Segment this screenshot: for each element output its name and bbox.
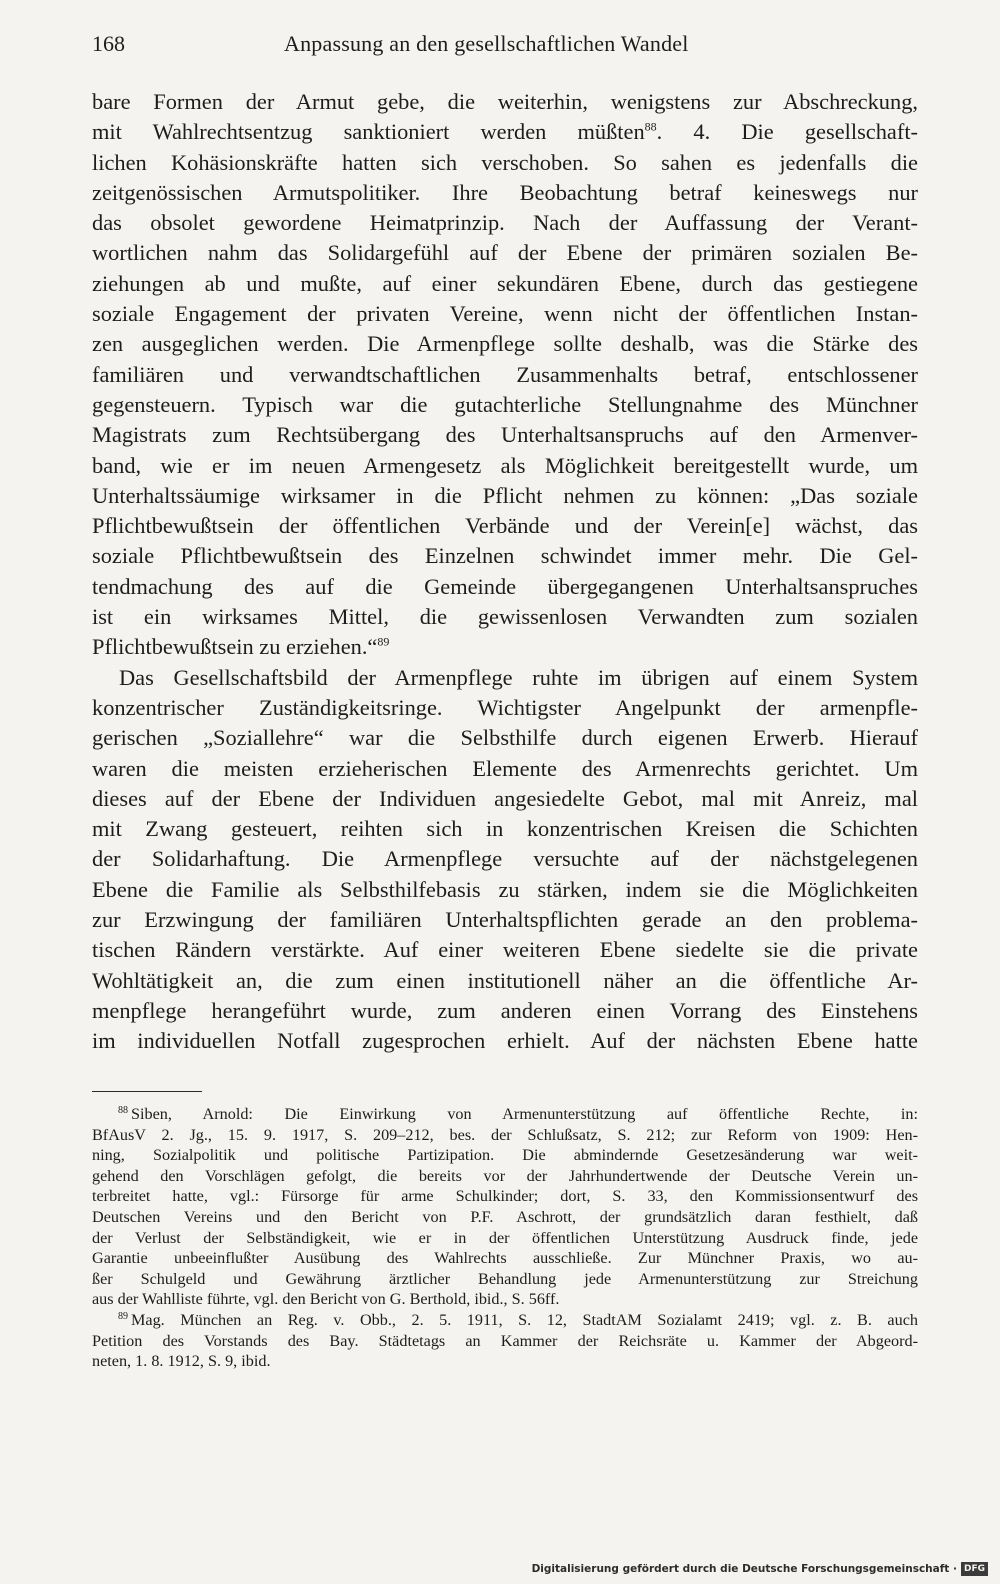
text-line: Ebene die Familie als Selbsthilfebasis zu stärken, indem sie die Möglichkeiten <box>92 876 918 902</box>
text-line: ziehungen ab und mußte, auf einer sekundären Ebene, durch das gestiegene <box>92 270 918 296</box>
footnote-line: $^{89}$ Mag. München an Reg. v. Obb., 2. 5. 1911, S. 12, StadtAM Sozialamt 2419; vgl. z. B. auch <box>118 1310 918 1329</box>
digitization-notice <box>532 1560 988 1578</box>
body-text <box>92 87 918 1057</box>
page-number: 168 <box>92 31 125 56</box>
footnote-reference: 88 <box>644 119 657 134</box>
text-line: mit Wahlrechtsentzug sanktioniert werden müßten$^{88}$. 4. Die gesellschaft- <box>92 119 918 145</box>
text-line: tischen Rändern verstärkte. Auf einer weiteren Ebene siedelte sie die private <box>92 937 918 963</box>
footnote-line: terbreitet hatte, vgl.: Fürsorge für arme Schulkinder; dort, S. 33, den Kommissionsentwurf des <box>92 1187 918 1206</box>
footnote-number: 88 <box>118 1104 128 1116</box>
footnote-line: $^{88}$ Siben, Arnold: Die Einwirkung von Armenunterstützung auf öffentliche Rechte, in: <box>118 1104 918 1123</box>
text-line: soziale Pflichtbewußtsein des Einzelnen schwindet immer mehr. Die Gel- <box>92 543 918 569</box>
text-line: band, wie er im neuen Armengesetz als Möglichkeit bereitgestellt wurde, um <box>92 452 918 478</box>
footnote-line: BfAusV 2. Jg., 15. 9. 1917, S. 209–212, bes. der Schlußsatz, S. 212; zur Reform von 1909: Hen- <box>92 1125 918 1144</box>
footnote-reference: 89 <box>377 634 390 649</box>
text-line: wortlichen nahm das Solidargefühl auf der Ebene der primären sozialen Be- <box>92 240 918 266</box>
text-line: menpflege herangeführt wurde, zum anderen einen Vorrang des Einstehens <box>92 997 918 1023</box>
text-line: zen ausgeglichen werden. Die Armenpflege sollte deshalb, was die Stärke des <box>92 331 918 357</box>
footnote-number: 89 <box>118 1310 128 1322</box>
text-line: zur Erzwingung der familiären Unterhaltspflichten gerade an den problema- <box>92 907 918 933</box>
footnote-line: ßer Schulgeld und Gewährung ärztlicher Behandlung jede Armenunterstützung zur Streichung <box>92 1269 918 1288</box>
text-line: Magistrats zum Rechtsübergang des Unterhaltsanspruchs auf den Armenver- <box>92 422 918 448</box>
footnote-line: Garantie unbeeinflußter Ausübung des Wahlrechts ausschließe. Zur Münchner Praxis, wo au- <box>92 1249 918 1268</box>
footnote-line: aus der Wahlliste führte, vgl. den Bericht von G. Berthold, ibid., S. 56ff. <box>92 1290 560 1309</box>
footnote-line: neten, 1. 8. 1912, S. 9, ibid. <box>92 1352 271 1371</box>
footnote-line: ning, Sozialpolitik und politische Partizipation. Die abmindernde Gesetzesänderung war weit- <box>92 1146 918 1165</box>
text-line: gerischen „Soziallehre“ war die Selbsthilfe durch eigenen Erwerb. Hierauf <box>92 725 918 751</box>
running-title: Anpassung an den gesellschaftlichen Wandel <box>284 31 689 56</box>
text-line: im individuellen Notfall zugesprochen erhielt. Auf der nächsten Ebene hatte <box>92 1028 918 1054</box>
footnote-line: Deutschen Vereins und den Bericht von P.F. Aschrott, der grundsätzlich daran festhielt, daß <box>92 1207 918 1226</box>
text-line: gegensteuern. Typisch war die gutachterliche Stellungnahme des Münchner <box>92 391 918 417</box>
running-header <box>92 28 918 60</box>
text-line: konzentrischer Zuständigkeitsringe. Wichtigster Angelpunkt der armenpfle- <box>92 694 918 720</box>
text-line: familiären und verwandtschaftlichen Zusammenhalts betraf, entschlossener <box>92 361 918 387</box>
footnote-rule <box>92 1091 202 1092</box>
footnote-line: der Verlust der Selbständigkeit, wie er in der öffentlichen Unterstützung Ausdruck finde, jede <box>92 1228 918 1247</box>
text-line: zeitgenössischen Armutspolitiker. Ihre Beobachtung betraf keineswegs nur <box>92 179 918 205</box>
text-line: lichen Kohäsionskräfte hatten sich verschoben. So sahen es jedenfalls die <box>92 149 918 175</box>
footnotes <box>92 1104 918 1372</box>
text-line: Unterhaltssäumige wirksamer in die Pflicht nehmen zu können: „Das soziale <box>92 482 918 508</box>
footnote-line: gehend den Vorschlägen gefolgt, die bereits vor der Jahrhundertwende der Deutsche Verein un- <box>92 1166 918 1185</box>
text-line: bare Formen der Armut gebe, die weiterhin, wenigstens zur Abschreckung, <box>92 89 918 114</box>
text-line: Pflichtbewußtsein der öffentlichen Verbände und der Verein[e] wächst, das <box>92 513 918 539</box>
footnote-line: Petition des Vorstands des Bay. Städtetags an Kammer der Reichsräte u. Kammer der Abgeord- <box>92 1331 918 1350</box>
text-line: Wohltätigkeit an, die zum einen institutionell näher an die öffentliche Ar- <box>92 967 918 993</box>
dfg-logo-icon: DFG <box>961 1562 988 1576</box>
text-line: dieses auf der Ebene der Individuen angesiedelte Gebot, mal mit Anreiz, mal <box>92 785 918 811</box>
text-line: waren die meisten erzieherischen Elemente des Armenrechts gerichtet. Um <box>92 755 918 781</box>
text-line: das obsolet gewordene Heimatprinzip. Nach der Auffassung der Verant- <box>92 210 918 236</box>
text-line: Das Gesellschaftsbild der Armenpflege ruhte im übrigen auf einem System <box>119 664 918 690</box>
text-line: ist ein wirksames Mittel, die gewissenlosen Verwandten zum sozialen <box>92 604 918 630</box>
text-line: Pflichtbewußtsein zu erziehen.“$^{89}$ <box>92 634 390 660</box>
text-line: soziale Engagement der privaten Vereine, wenn nicht der öffentlichen Instan- <box>92 301 918 327</box>
text-line: tendmachung des auf die Gemeinde übergegangenen Unterhaltsanspruches <box>92 573 918 599</box>
digitization-text: Digitalisierung gefördert durch die Deutsche Forschungsgemeinschaft · <box>531 1563 957 1575</box>
text-line: der Solidarhaftung. Die Armenpflege versuchte auf der nächstgelegenen <box>92 846 918 872</box>
text-line: mit Zwang gesteuert, reihten sich in konzentrischen Kreisen die Schichten <box>92 816 918 842</box>
